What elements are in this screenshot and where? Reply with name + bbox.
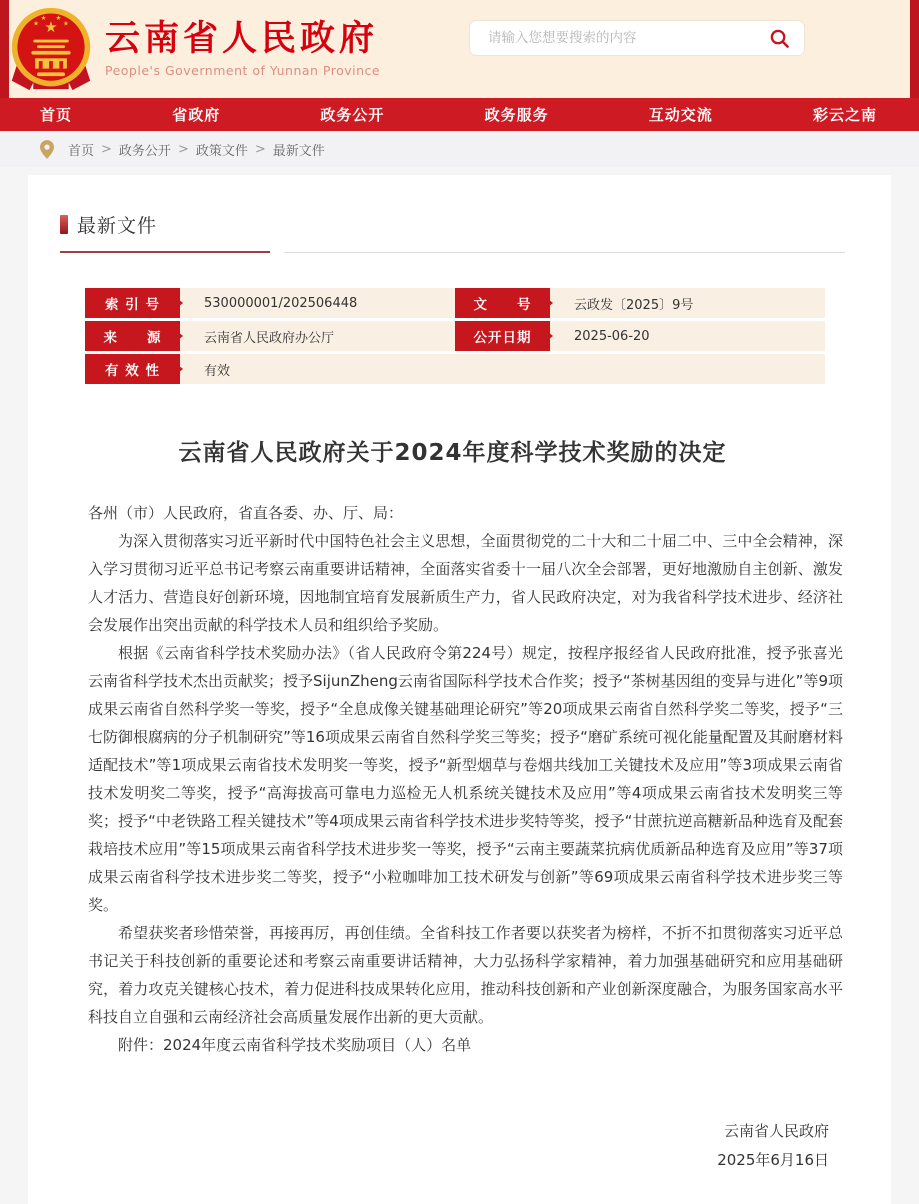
meta-label-source: 来 源 [85, 321, 180, 351]
section-marker-bar [60, 215, 68, 234]
svg-text:★: ★ [44, 18, 58, 37]
signature-date: 2025年6月16日 [717, 1151, 829, 1169]
nav-item-home[interactable]: 首页 [40, 106, 73, 124]
meta-label-doc-number: 文 号 [455, 288, 550, 318]
section-title: 最新文件 [77, 215, 158, 237]
site-header [0, 0, 919, 98]
meta-value-source: 云南省人民政府办公厅 [180, 321, 455, 351]
meta-value-publish-date: 2025-06-20 [550, 321, 825, 351]
site-brand [105, 20, 380, 79]
svg-text:★: ★ [40, 14, 47, 23]
meta-value-index-number: 530000001/202506448 [180, 288, 455, 318]
document-title: 云南省人民政府关于2024年度科学技术奖励的决定 [178, 440, 727, 466]
section-header [60, 211, 845, 238]
document-meta-table [85, 288, 827, 384]
left-edge-strip [0, 0, 9, 98]
underline-gray-segment [284, 252, 845, 253]
meta-label-validity: 有 效 性 [85, 354, 180, 384]
breadcrumb-link-gov-open[interactable]: 政务公开 [118, 143, 171, 159]
svg-text:★: ★ [55, 14, 62, 23]
document-body [88, 499, 845, 1174]
document-paragraph: 希望获奖者珍惜荣誉，再接再厉，再创佳绩。全省科技工作者要以获奖者为榜样，不折不扣贯彻落实习近平总书记关于科技创新的重要论述和考察云南重要讲话精神，大力弘扬科学家精神，着力加强基础研究和应用基础研究，着力攻克关键核心技术，着力促进科技成果转化应用，推动科技创新和产业创新深度融合，为服务国家高水平科技自立自强和云南经济社会高质量发展作出新的更大贡献。 [88, 924, 843, 1026]
meta-value-doc-number: 云政发〔2025〕9号 [550, 288, 825, 318]
attachment-link[interactable]: 附件：2024年度云南省科学技术奖励项目（人）名单 [118, 1036, 472, 1054]
section-underline [60, 251, 845, 253]
main-nav [0, 98, 919, 131]
search-button[interactable] [755, 21, 804, 55]
signature-block [88, 1117, 843, 1174]
svg-text:★: ★ [63, 19, 69, 28]
breadcrumb-separator: > [254, 141, 266, 157]
nav-item-interaction[interactable]: 互动交流 [648, 106, 713, 124]
document-salutation: 各州（市）人民政府，省直各委、办、厅、局： [88, 504, 404, 522]
underline-red-segment [60, 251, 270, 253]
signature-issuer: 云南省人民政府 [723, 1122, 829, 1140]
search-input[interactable] [470, 21, 755, 55]
breadcrumb-separator: > [177, 141, 189, 157]
content-card [28, 175, 891, 1204]
meta-label-publish-date: 公开日期 [455, 321, 550, 351]
breadcrumb-link-home[interactable]: 首页 [68, 143, 95, 159]
breadcrumb-link-latest-files[interactable]: 最新文件 [272, 143, 325, 159]
nav-item-gov-affairs-open[interactable]: 政务公开 [320, 106, 385, 124]
search-box [469, 20, 805, 56]
national-emblem-logo [9, 5, 93, 93]
meta-value-validity: 有效 [180, 354, 825, 384]
document-paragraph: 为深入贯彻落实习近平新时代中国特色社会主义思想，全面贯彻党的二十大和二十届二中、三中全会精神，深入学习贯彻习近平总书记考察云南重要讲话精神，全面落实省委十一届八次全会部署，更好地激励自主创新、激发人才活力、营造良好创新环境，因地制宜培育发展新质生产力，省人民政府决定，对为我省科学技术进步、经济社会发展作出突出贡献的科学技术人员和组织给予奖励。 [88, 532, 843, 634]
location-pin-icon [40, 140, 54, 159]
site-subtitle: People's Government of Yunnan Province [105, 63, 381, 79]
breadcrumb [0, 131, 919, 167]
svg-text:★: ★ [33, 19, 39, 28]
nav-item-colorful-yunnan[interactable]: 彩云之南 [812, 106, 877, 124]
site-title: 云南省人民政府 [105, 18, 379, 59]
nav-item-provincial-gov[interactable]: 省政府 [172, 106, 221, 124]
breadcrumb-link-policy-files[interactable]: 政策文件 [195, 143, 248, 159]
document-paragraph: 根据《云南省科学技术奖励办法》（省人民政府令第224号）规定，按程序报经省人民政府批准，授予张喜光云南省科学技术杰出贡献奖；授予SijunZheng云南省国际科学技术合作奖；授予“茶树基因组的变异与进化”等9项成果云南省自然科学奖一等奖，授予“全息成像关键基础理论研究”等20项成果云南省自然科学奖二等奖，授予“三七防御根腐病的分子机制研究”等16项成果云南省自然科学奖三等奖；授予“磨矿系统可视化能量配置及其耐磨材料适配技术”等1项成果云南省技术发明奖一等奖，授予“新型烟草与卷烟共线加工关键技术及应用”等3项成果云南省技术发明奖二等奖，授予“高海拔高可靠电力巡检无人机系统关键技术及应用”等4项成果云南省技术发明奖三等奖；授予“中老铁路工程关键技术”等4项成果云南省科学技术进步奖特等奖，授予“甘蔗抗逆高糖新品种选育及配套栽培技术应用”等15项成果云南省科学技术进步奖一等奖，授予“云南主要蔬菜抗病优质新品种选育及应用”等37项成果云南省科学技术进步奖二等奖，授予“小粒咖啡加工技术研发与创新”等69项成果云南省科学技术进步奖三等奖。 [88, 644, 843, 914]
right-edge-strip [910, 0, 919, 98]
meta-label-index-number: 索 引 号 [85, 288, 180, 318]
search-icon [769, 28, 790, 49]
nav-item-gov-services[interactable]: 政务服务 [484, 106, 549, 124]
breadcrumb-separator: > [101, 141, 112, 157]
